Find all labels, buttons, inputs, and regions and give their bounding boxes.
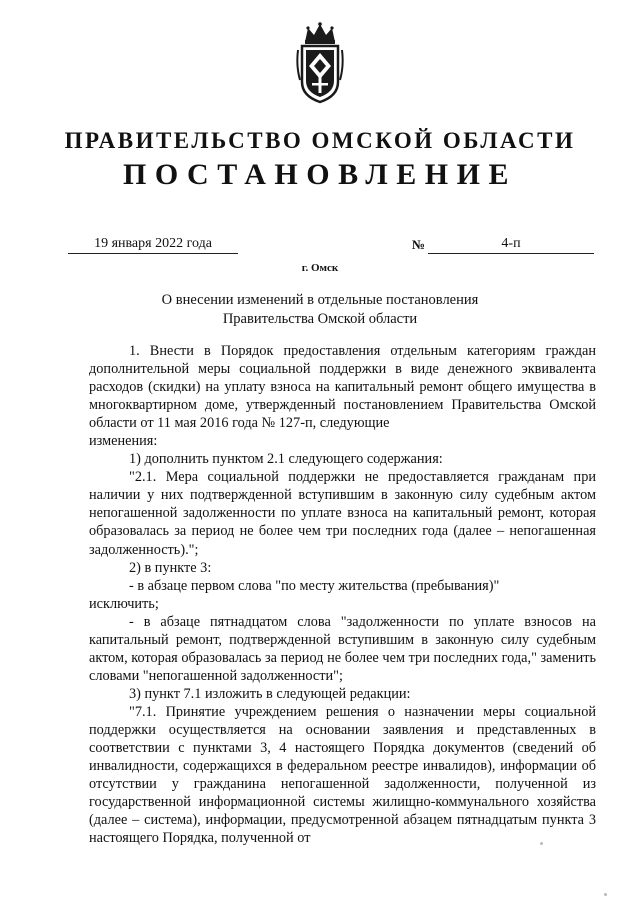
- paragraph-8: "7.1. Принятие учреждением решения о назначении меры социальной поддержки осуществляется на основании заявления и представленных в соответствии с пунктами 3, 4 настоящего Порядка документов (сведений об инвалидности, содержащихся в федеральном реестре инвалидов), информации об отсутствии у гражданина непогашенной задолженности, полученной из государственной информационной системы жилищно-коммунального хозяйства (далее – система), информации, предусмотренной абзацем пятнадцатым пункта 3 настоящего Порядка, полученной от: [89, 703, 596, 847]
- paragraph-5: - в абзаце первом слова "по месту жительства (пребывания)": [129, 577, 500, 594]
- document-subject: О внесении изменений в отдельные постановления Правительства Омской области: [161, 292, 479, 327]
- paragraph-1: 1. Внести в Порядок предоставления отдельным категориям граждан дополнительной меры социальной поддержки в виде денежного эквивалента расходов (скидки) на уплату взноса на капитальный ремонт общего имущества в многоквартирном доме, утвержденный постановлением Правительства Омской области от 11 мая 2016 года № 127-п, следующие: [89, 343, 596, 432]
- document-type-title: ПОСТАНОВЛЕНИЕ: [123, 158, 517, 191]
- paragraph-3: "2.1. Мера социальной поддержки не предоставляется гражданам при наличии у них подтвержденной вступившим в законную силу судебным актом непогашенной задолженности по уплате взноса на капитальный ремонт, которая образовалась за период не более чем три последних года (далее – непогашенная задолженность).";: [89, 469, 596, 558]
- paragraph-2: 1) дополнить пунктом 2.1 следующего содержания:: [129, 451, 443, 468]
- document-number: 4-п: [428, 236, 594, 254]
- paragraph-6: - в абзаце пятнадцатом слова "задолженности по уплате взносов на капитальный ремонт, подтвержденной вступившим в законную силу судебным актом, которая образовалась за период не более чем три последних года," заменить словами "непогашенной задолженности";: [89, 613, 596, 684]
- paragraph-5-tail: исключить;: [89, 595, 159, 612]
- document-date: 19 января 2022 года: [68, 236, 238, 254]
- document-body: [89, 342, 596, 847]
- city-label: г. Омск: [301, 262, 339, 274]
- scan-speck: [604, 893, 607, 896]
- scan-speck: [540, 842, 543, 845]
- paragraph-1-tail: изменения:: [89, 433, 158, 450]
- number-label: №: [412, 237, 426, 252]
- paragraph-7: 3) пункт 7.1 изложить в следующей редакции:: [129, 685, 411, 702]
- paragraph-4: 2) в пункте 3:: [129, 559, 212, 576]
- coat-of-arms-emblem: [296, 20, 344, 104]
- organization-title: ПРАВИТЕЛЬСТВО ОМСКОЙ ОБЛАСТИ: [64, 128, 576, 153]
